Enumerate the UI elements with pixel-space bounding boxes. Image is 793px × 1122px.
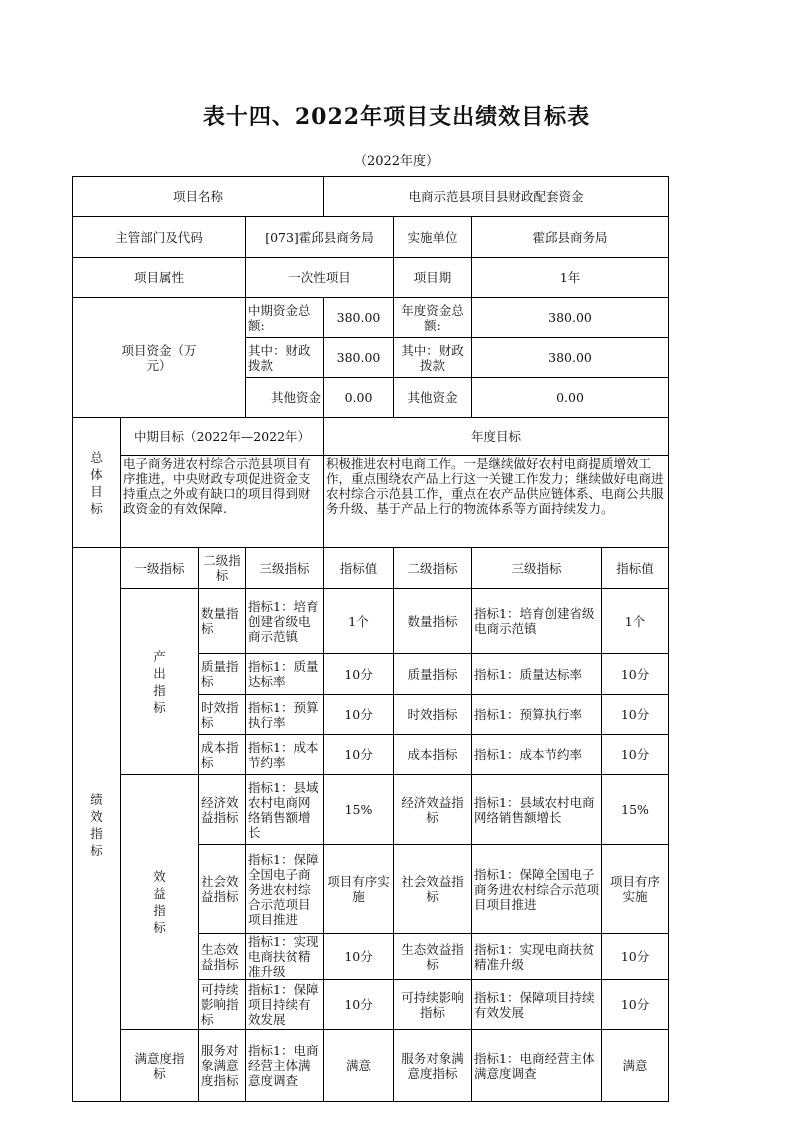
group-benefit-name [121, 775, 199, 1030]
table-row-l3: 指标1：预算执行率 [246, 695, 324, 735]
table-row-value: 10分 [324, 735, 394, 775]
table-row-valueb: 1个 [602, 589, 669, 654]
mid-goal-text-cell [121, 456, 324, 548]
project-name-value: 电商示范县项目县财政配套资金 [324, 177, 669, 217]
table-row-l2b: 时效指标 [394, 695, 472, 735]
table-row-value: 满意 [324, 1030, 394, 1102]
table-row-l3b: 指标1：成本节约率 [472, 735, 602, 775]
table-row-l2b: 生态效益指标 [394, 934, 472, 980]
goals-label-text: 总体目标 [90, 449, 103, 516]
table-row-l3b: 指标1：预算执行率 [472, 695, 602, 735]
period-value: 1年 [472, 258, 669, 298]
table-row-value: 10分 [324, 695, 394, 735]
table-row-valueb: 10分 [602, 980, 669, 1030]
mid-fiscal-value: 380.00 [324, 338, 394, 378]
table-row-valueb: 10分 [602, 695, 669, 735]
table-row-l3b: 指标1：实现电商扶贫精准升级 [472, 934, 602, 980]
table-row-l3b: 指标1：县域农村电商网络销售额增长 [472, 775, 602, 845]
year-fiscal-label: 其中：财政拨款 [394, 338, 472, 378]
table-row-l2: 经济效益指标 [199, 775, 246, 845]
table-row-l2: 可持续影响指标 [199, 980, 246, 1030]
table-row-l3: 指标1：成本节约率 [246, 735, 324, 775]
mid-total-label: 中期资金总额: [246, 298, 324, 338]
unit-label: 实施单位 [394, 217, 472, 258]
page-subtitle: （2022年度） [353, 154, 440, 169]
header-level2b: 二级指标 [394, 548, 472, 589]
group-satisfaction-name [121, 1030, 199, 1102]
table-row-value: 15% [324, 775, 394, 845]
table-row-l3b: 指标1：培育创建省级电商示范镇 [472, 589, 602, 654]
table-row-l2b: 可持续影响指标 [394, 980, 472, 1030]
table-row-l3b: 指标1：保障项目持续有效发展 [472, 980, 602, 1030]
table-row-valueb: 满意 [602, 1030, 669, 1102]
table-row-l2b: 服务对象满意度指标 [394, 1030, 472, 1102]
period-label: 项目期 [394, 258, 472, 298]
table-row-value: 项目有序实施 [324, 845, 394, 934]
table-row-value: 1个 [324, 589, 394, 654]
group-benefit-label: 效益指标 [153, 869, 166, 935]
funds-label [73, 298, 246, 418]
table-row-l3b: 指标1：电商经营主体满意度调查 [472, 1030, 602, 1102]
table-row-l2: 数量指标 [199, 589, 246, 654]
table-row-l2b: 质量指标 [394, 654, 472, 695]
table-row-l2: 生态效益指标 [199, 934, 246, 980]
table-row-valueb: 项目有序实施 [602, 845, 669, 934]
table-row-l2b: 成本指标 [394, 735, 472, 775]
project-name-label: 项目名称 [73, 177, 324, 217]
year-goal-text-cell [324, 456, 669, 548]
unit-value: 霍邱县商务局 [472, 217, 669, 258]
table-row-l3: 指标1：保障项目持续有效发展 [246, 980, 324, 1030]
year-other-value: 0.00 [472, 378, 669, 418]
year-fiscal-value: 380.00 [472, 338, 669, 378]
table-row-l3b: 指标1：保障全国电子商务进农村综合示范项目项目推进 [472, 845, 602, 934]
table-row-l2b: 数量指标 [394, 589, 472, 654]
mid-total-value: 380.00 [324, 298, 394, 338]
table-row-value: 10分 [324, 980, 394, 1030]
indicators-label [73, 548, 121, 1102]
group-output-label: 产出指标 [153, 648, 166, 715]
table-row-l2b: 经济效益指标 [394, 775, 472, 845]
group-output-name [121, 589, 199, 775]
header-value: 指标值 [324, 548, 394, 589]
table-row-l2: 服务对象满意度指标 [199, 1030, 246, 1102]
table-row-l3: 指标1：质量达标率 [246, 654, 324, 695]
table-row-l3: 指标1：实现电商扶贫精准升级 [246, 934, 324, 980]
goals-label [73, 418, 121, 548]
year-total-label: 年度资金总额: [394, 298, 472, 338]
attr-value: 一次性项目 [246, 258, 394, 298]
page-title: 表十四、2022年项目支出绩效目标表 [202, 104, 591, 130]
table-row-valueb: 10分 [602, 934, 669, 980]
dept-label: 主管部门及代码 [73, 217, 246, 258]
table-row-l2: 质量指标 [199, 654, 246, 695]
header-level2: 二级指标 [199, 548, 246, 589]
table-row-valueb: 10分 [602, 654, 669, 695]
attr-label: 项目属性 [73, 258, 246, 298]
table-row-l2: 时效指标 [199, 695, 246, 735]
dept-value: [073]霍邱县商务局 [246, 217, 394, 258]
table-row-l3: 指标1：县域农村电商网络销售额增长 [246, 775, 324, 845]
group-satisfaction-label: 满意度指标 [134, 1050, 185, 1081]
year-goal-header: 年度目标 [324, 418, 669, 456]
mid-goal-header: 中期目标（2022年—2022年） [121, 418, 324, 456]
table-row-l2: 社会效益指标 [199, 845, 246, 934]
table-row-value: 10分 [324, 654, 394, 695]
header-level3: 三级指标 [246, 548, 324, 589]
table-row-l3b: 指标1：质量达标率 [472, 654, 602, 695]
table-row-l3: 指标1：电商经营主体满意度调查 [246, 1030, 324, 1102]
table-row-value: 10分 [324, 934, 394, 980]
header-valueb: 指标值 [602, 548, 669, 589]
year-goal-text: 积极推进农村电商工作。一是继续做好农村电商提质增效工作，重点围绕农产品上行这一关键工作发力；继续做好电商进农村综合示范县工作，重点在农产品供应链体系、电商公共服务升级、基于产品上行的物流体系等方面持续发力。 [326, 456, 664, 516]
performance-target-table [72, 176, 669, 1102]
mid-fiscal-label: 其中：财政拨款 [246, 338, 324, 378]
table-row-l3: 指标1：保障全国电子商务进农村综合示范项目项目推进 [246, 845, 324, 934]
indicators-label-text: 绩效指标 [90, 791, 103, 858]
year-total-value: 380.00 [472, 298, 669, 338]
table-row-valueb: 10分 [602, 735, 669, 775]
mid-other-value: 0.00 [324, 378, 394, 418]
table-row-l3: 指标1：培育创建省级电商示范镇 [246, 589, 324, 654]
mid-other-label: 其他资金 [246, 378, 324, 418]
header-level3b: 三级指标 [472, 548, 602, 589]
mid-goal-text: 电子商务进农村综合示范县项目有序推进，中央财政专项促进资金支持重点之外或有缺口的项目得到财政资金的有效保障. [123, 456, 311, 516]
funds-label-text: 项目资金（万元） [121, 342, 197, 373]
year-other-label: 其他资金 [394, 378, 472, 418]
table-row-valueb: 15% [602, 775, 669, 845]
table-row-l2: 成本指标 [199, 735, 246, 775]
table-row-l2b: 社会效益指标 [394, 845, 472, 934]
header-level1: 一级指标 [121, 548, 199, 589]
